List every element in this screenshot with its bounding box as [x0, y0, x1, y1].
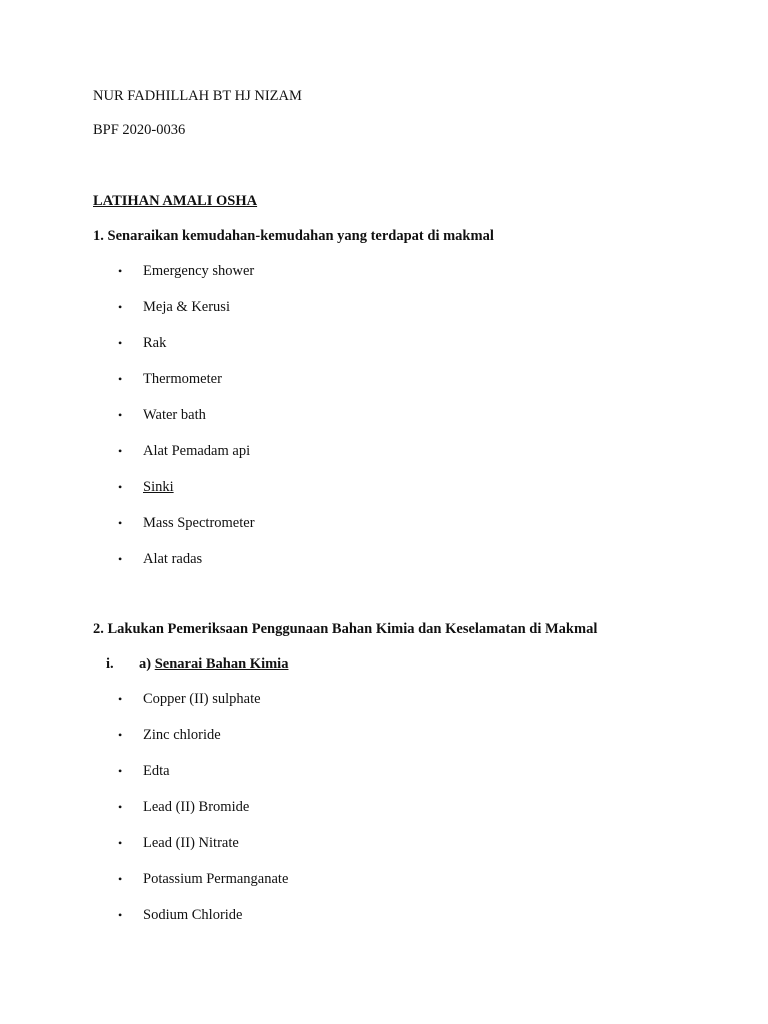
question-1: 1. Senaraikan kemudahan-kemudahan yang terdapat di makmal — [93, 228, 494, 244]
bullet-icon: • — [118, 336, 123, 350]
bullet-icon: • — [118, 836, 123, 850]
sub-heading — [139, 655, 288, 673]
document-title: LATIHAN AMALI OSHA — [93, 193, 258, 209]
bullet-icon: • — [118, 480, 123, 494]
bullet-icon: • — [118, 764, 123, 778]
list-item-text: Water bath — [143, 407, 206, 423]
bullet-icon: • — [118, 552, 123, 566]
sub-heading-title: Senarai Bahan Kimia — [154, 656, 289, 672]
list-item-text: Mass Spectrometer — [143, 515, 255, 531]
bullet-icon: • — [118, 264, 123, 278]
list-item-text: Zinc chloride — [143, 727, 221, 743]
bullet-icon: • — [118, 908, 123, 922]
question-2: 2. Lakukan Pemeriksaan Penggunaan Bahan Kimia dan Keselamatan di Makmal — [93, 621, 598, 637]
list-item-text: Thermometer — [143, 371, 222, 387]
bullet-icon: • — [118, 372, 123, 386]
list-item-text: Alat Pemadam api — [143, 443, 251, 459]
student-id: BPF 2020-0036 — [93, 122, 186, 138]
sub-heading-prefix: a) — [139, 656, 155, 672]
bullet-icon: • — [118, 692, 123, 706]
list-item-text: Copper (II) sulphate — [143, 691, 261, 707]
bullet-icon: • — [118, 872, 123, 886]
list-item-text: Emergency shower — [143, 263, 255, 279]
student-name: NUR FADHILLAH BT HJ NIZAM — [93, 88, 302, 104]
list-item-text: Meja & Kerusi — [143, 299, 230, 315]
list-item-text: Sodium Chloride — [143, 907, 243, 923]
list-item-text: Rak — [143, 335, 167, 351]
bullet-icon: • — [118, 444, 123, 458]
list-item-text: Edta — [143, 763, 170, 779]
bullet-icon: • — [118, 516, 123, 530]
bullet-icon: • — [118, 800, 123, 814]
list-item-text: Lead (II) Bromide — [143, 799, 250, 815]
list-item-text: Potassium Permanganate — [143, 871, 289, 887]
bullet-icon: • — [118, 728, 123, 742]
list-item-text: Lead (II) Nitrate — [143, 835, 239, 851]
list-item-text: Sinki — [143, 479, 174, 495]
roman-numeral: i. — [106, 656, 114, 672]
list-item-text: Alat radas — [143, 551, 203, 567]
bullet-icon: • — [118, 300, 123, 314]
bullet-icon: • — [118, 408, 123, 422]
